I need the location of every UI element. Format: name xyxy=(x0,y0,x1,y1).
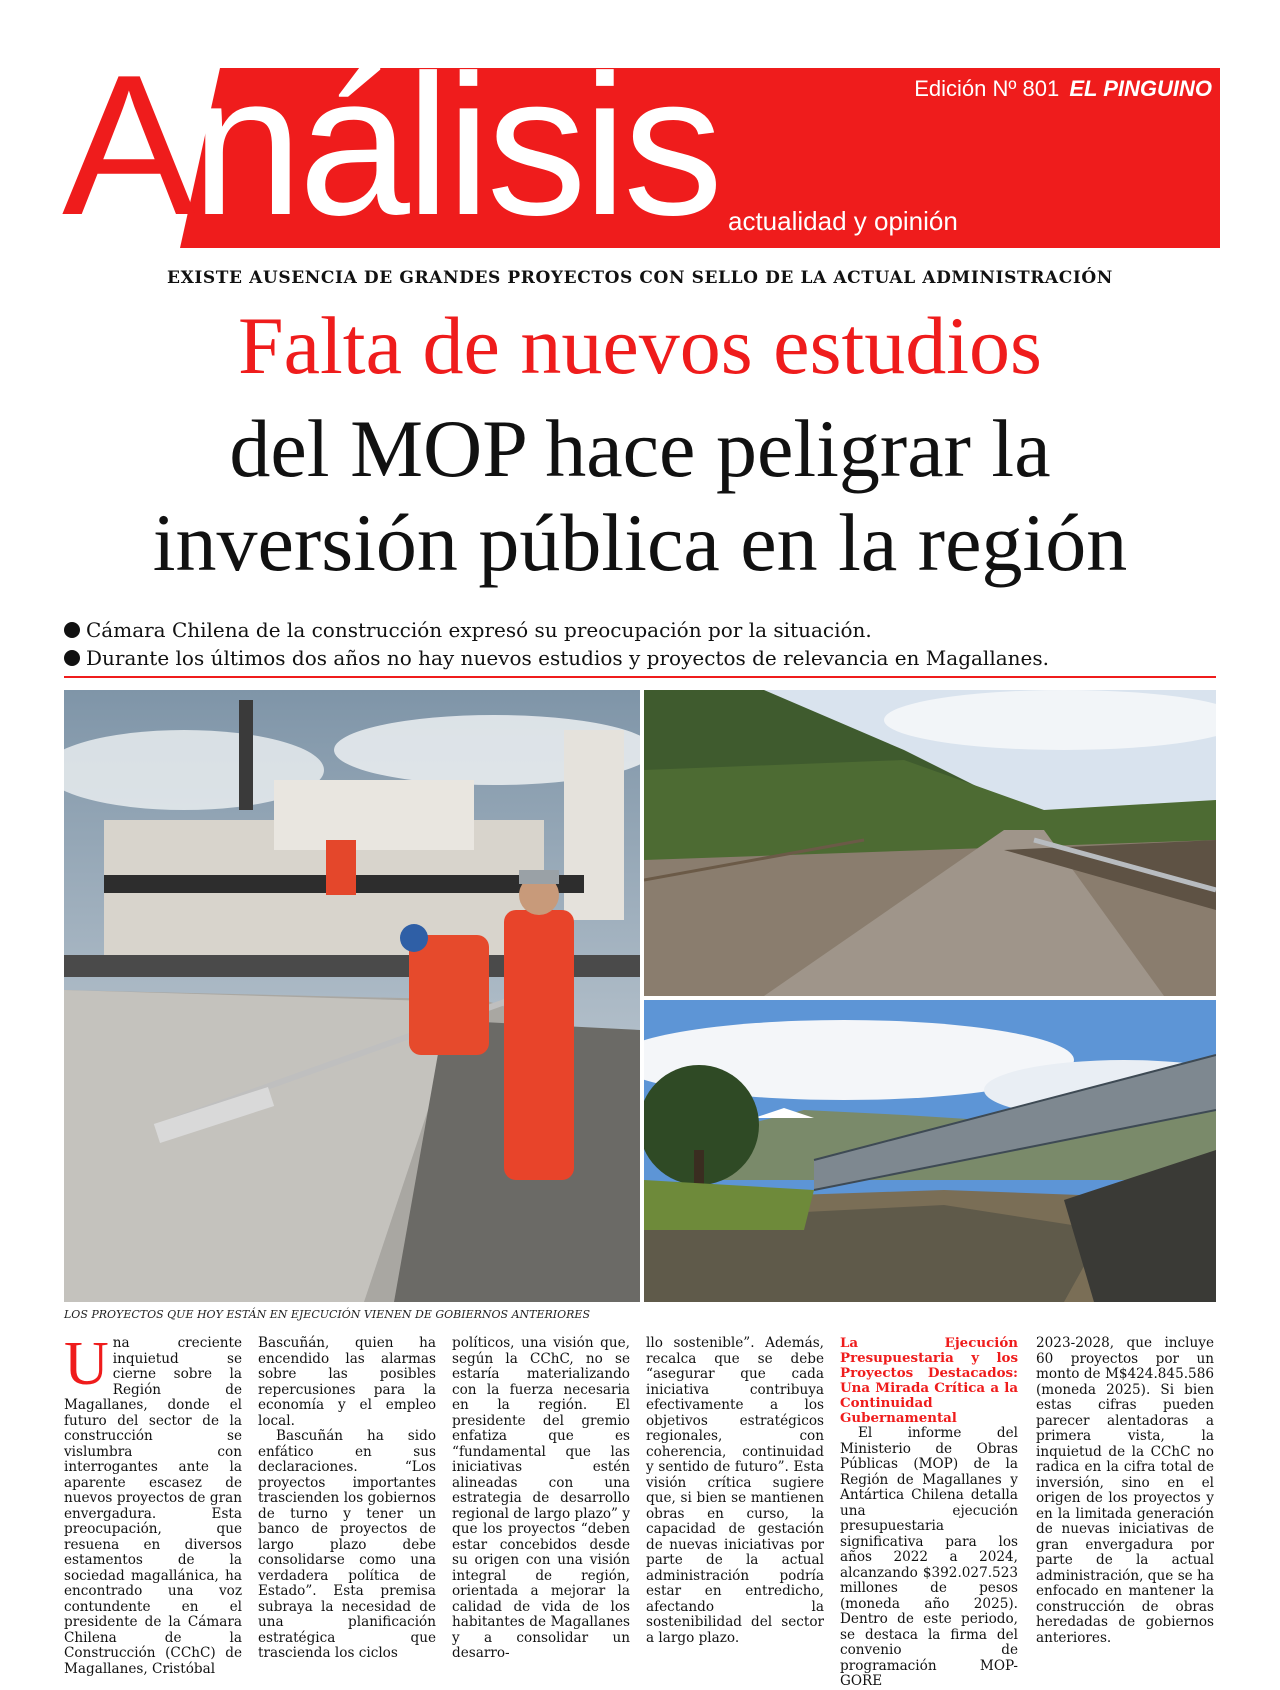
bullet-item xyxy=(64,616,1214,644)
bullet-item xyxy=(64,644,1214,672)
headline-line-2: del MOP hace peligrar la xyxy=(229,403,1051,494)
steel-bridge-photo xyxy=(644,1000,1216,1302)
bullet-dot-icon xyxy=(64,622,80,638)
body-column-4 xyxy=(646,1336,824,1646)
bullet-dot-icon xyxy=(64,650,80,666)
masthead-title-rest: nálisis xyxy=(191,34,720,257)
body-paragraph: na creciente inquietud se cierne sobre la Región de Magallanes, donde el futuro del sector de la construcción se vislumbra con interrogantes ante la aparente escasez de nuevos proyectos de gran envergadura. Esta preocupación, que resuena en diversos estamentos de la sociedad magallánica, ha encontrado una voz contundente en el presidente de la Cámara Chilena de la Construcción (CChC) de Magallanes, Cristóbal xyxy=(64,1335,242,1677)
body-column-5 xyxy=(840,1336,1018,1690)
headline-line-3: inversión pública en la región xyxy=(152,497,1128,588)
body-paragraph: 2023-2028, que incluye 60 proyectos por un monto de M$424.845.586 (moneda 2025). Si bien estas cifras pueden parecer alentadoras a primera vista, la inquietud de la CChC no radica en la cifra total de inversión, sino en el origen de los proyectos y en la limitada generación de nuevas iniciativas de gran envergadura por parte de la actual administración, que se ha enfocado en mantener la construcción de obras heredadas de gobiernos anteriores. xyxy=(1036,1335,1214,1646)
section-subhead: La Ejecución Presupuestaria y los Proyectos Destacados: Una Mirada Crítica a la Continuidad Gubernamental xyxy=(840,1335,1018,1426)
body-column-6 xyxy=(1036,1336,1214,1646)
body-paragraph: Bascuñán ha sido enfático en sus declaraciones. “Los proyectos importantes trascienden los gobiernos de turno y tener un banco de proyectos de largo plazo debe consolidarse como una verdadera política de Estado”. Esta premisa subraya la necesidad de una planificación estratégica que trascienda los ciclos xyxy=(258,1428,436,1661)
photo-caption: LOS PROYECTOS QUE HOY ESTÁN EN EJECUCIÓN VIENEN DE GOBIERNOS ANTERIORES xyxy=(64,1308,591,1321)
body-column-3 xyxy=(452,1336,630,1662)
gravel-road-photo xyxy=(644,690,1216,996)
masthead-title-cap: A xyxy=(62,34,192,257)
headline-black xyxy=(0,402,1280,590)
edition-number: Edición Nº 801 xyxy=(914,76,1060,101)
summary-bullets xyxy=(64,616,1214,672)
bullet-text: Durante los últimos dos años no hay nuevos estudios y proyectos de relevancia en Magallanes. xyxy=(86,646,1049,670)
body-paragraph: políticos, una visión que, según la CChC, no se estaría materializando con la fuerza necesaria en la región. El presidente del gremio enfatiza que es “fundamental que las iniciativas estén alineadas con una estrategia de desarrollo regional de largo plazo” y que los proyectos “deben estar concebidos desde su origen con una visión integral de región, orientada a mejorar la calidad de vida de los habitantes de Magallanes y a consolidar un desarro- xyxy=(452,1335,630,1661)
body-column-1 xyxy=(64,1330,242,1677)
masthead-title xyxy=(62,36,719,256)
body-paragraph: El informe del Ministerio de Obras Públicas (MOP) de la Región de Magallanes y Antártica Chilena detalla una ejecución presupuestaria significativa para los años 2022 a 2024, alcanzando $392.027.523 millones de pesos (moneda año 2025). Dentro de este periodo, se destaca la firma del convenio de programación MOP-GORE xyxy=(840,1425,1018,1689)
body-paragraph: Bascuñán, quien ha encendido las alarmas sobre las posibles repercusiones para la economía y el empleo local. xyxy=(258,1335,436,1429)
body-column-2 xyxy=(258,1336,436,1662)
section-rule xyxy=(64,676,1216,678)
body-paragraph: llo sostenible”. Además, recalca que se debe “asegurar que cada iniciativa contribuya efectivamente a los objetivos estratégicos regionales, con coherencia, continuidad y sentido de futuro”. Esta visión crítica sugiere que, si bien se mantienen obras en curso, la capacidad de gestación de nuevas iniciativas por parte de la actual administración podría estar en entredicho, afectando la sostenibilidad del sector a largo plazo. xyxy=(646,1335,824,1646)
headline-red: Falta de nuevos estudios xyxy=(238,300,1042,391)
masthead-edition xyxy=(914,76,1212,102)
article-kicker: EXISTE AUSENCIA DE GRANDES PROYECTOS CON SELLO DE LA ACTUAL ADMINISTRACIÓN xyxy=(167,268,1113,288)
masthead-subtitle: actualidad y opinión xyxy=(728,206,958,236)
bullet-text: Cámara Chilena de la construcción expresó su preocupación por la situación. xyxy=(86,618,872,642)
brand-name: EL PINGUINO xyxy=(1069,76,1212,101)
dropcap: U xyxy=(64,1330,109,1398)
workers-paving-photo xyxy=(64,690,640,1302)
